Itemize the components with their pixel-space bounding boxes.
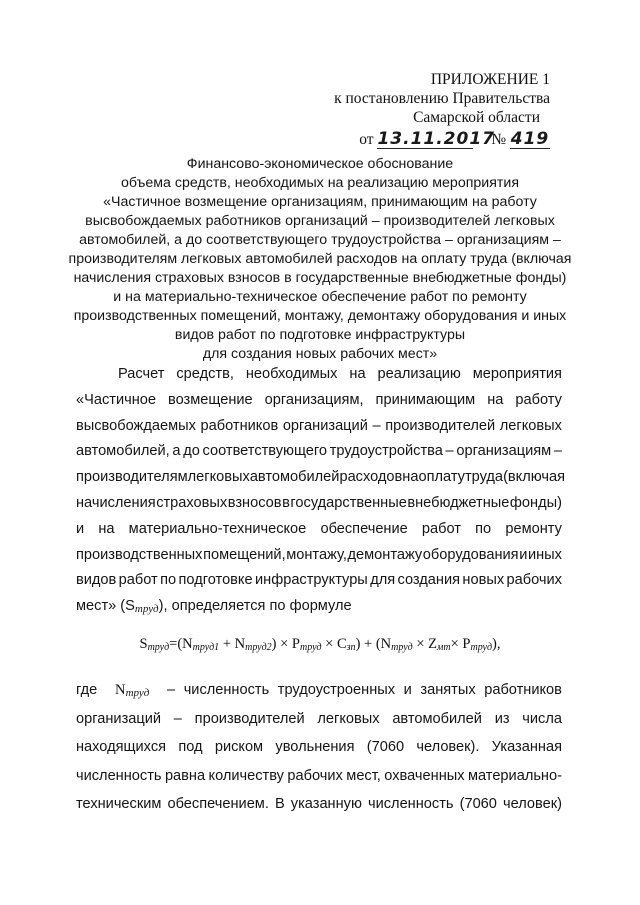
word: автомобилей bbox=[249, 469, 340, 486]
paragraph-line bbox=[76, 568, 562, 594]
formula-subscript: зп bbox=[346, 642, 356, 653]
formula-part: ) × P bbox=[271, 636, 300, 652]
word: на bbox=[487, 391, 504, 408]
word: численность bbox=[76, 767, 162, 784]
word: помещений, bbox=[203, 546, 286, 563]
word: автомобилей, bbox=[76, 443, 170, 460]
handwritten-date: 13.11.2017 bbox=[377, 129, 495, 149]
word: охваченных bbox=[384, 767, 465, 784]
formula-part: × Z bbox=[412, 636, 437, 652]
word: труда bbox=[464, 469, 504, 486]
word: оборудования bbox=[422, 546, 519, 563]
word: на bbox=[349, 366, 366, 382]
title-line: объема средств, необходимых на реализацию мероприятия bbox=[121, 175, 519, 191]
word: организаций bbox=[282, 417, 368, 434]
definitions-paragraph bbox=[76, 676, 562, 819]
word: (включая bbox=[503, 469, 565, 486]
word: и bbox=[76, 520, 85, 537]
paragraph-text: мест» (S bbox=[76, 598, 135, 615]
word: а bbox=[172, 443, 181, 460]
word: работу bbox=[515, 391, 562, 408]
word: по bbox=[475, 520, 492, 537]
formula-part: S bbox=[139, 636, 148, 652]
word: Расчет bbox=[118, 366, 165, 382]
paragraph-line bbox=[76, 543, 562, 569]
document-title bbox=[60, 155, 580, 364]
variable-symbol: N bbox=[115, 682, 126, 698]
definition-line bbox=[76, 790, 562, 819]
word: автомобилей bbox=[392, 710, 482, 727]
variable-subscript: труд bbox=[125, 687, 150, 699]
word: соответствующего bbox=[202, 443, 328, 460]
word: под bbox=[178, 739, 203, 755]
title-line: высвобождаемых работников организаций – производителей легковых bbox=[85, 213, 555, 229]
word: организаций bbox=[76, 710, 162, 727]
word: высвобождаемых bbox=[76, 417, 196, 434]
definition-line-first bbox=[76, 676, 562, 705]
word: находящихся bbox=[76, 739, 167, 755]
word: средств, bbox=[176, 366, 234, 382]
where-word: где bbox=[76, 682, 98, 698]
word: работников bbox=[484, 682, 562, 698]
annex-number-label: № bbox=[491, 131, 507, 148]
word: новых bbox=[462, 572, 505, 589]
word: «Частичное bbox=[76, 391, 156, 408]
word: Указанная bbox=[491, 739, 562, 755]
word: подготовке bbox=[178, 572, 253, 589]
word: монтажу, bbox=[286, 546, 347, 563]
word: из bbox=[494, 710, 510, 727]
formula-subscript: труд bbox=[299, 642, 322, 653]
word: В bbox=[274, 796, 285, 812]
word: техническим bbox=[76, 796, 162, 812]
subscript: труд bbox=[134, 603, 159, 616]
title-line: «Частичное возмещение организациям, принимающим на работу bbox=[103, 194, 537, 210]
paragraph-line bbox=[76, 388, 562, 414]
word: числа bbox=[522, 710, 562, 727]
handwritten-number: 419 bbox=[510, 129, 550, 149]
word: расходов bbox=[339, 469, 403, 486]
word: на bbox=[402, 469, 419, 486]
title-line: начисления страховых взносов в государственные внебюджетные фонды) bbox=[73, 270, 567, 286]
word: организациям bbox=[456, 443, 552, 460]
formula-subscript: труд2 bbox=[245, 642, 272, 653]
word: обеспечение bbox=[320, 520, 408, 537]
annex-from-label: от bbox=[359, 131, 374, 148]
formula-subscript: труд bbox=[391, 642, 413, 653]
word: оплату bbox=[418, 469, 465, 486]
paragraph-line bbox=[76, 517, 562, 543]
word: страховых bbox=[156, 494, 228, 511]
word: материально- bbox=[467, 767, 562, 784]
word: производителей bbox=[385, 417, 496, 434]
paragraph-line bbox=[118, 362, 562, 388]
word: мест, bbox=[346, 767, 381, 784]
formula-subscript: мт bbox=[436, 642, 451, 653]
word: (7060 bbox=[366, 739, 405, 755]
word: иных bbox=[527, 546, 562, 563]
word: принимающим bbox=[375, 391, 476, 408]
formula-subscript: труд bbox=[470, 642, 493, 653]
word: – bbox=[173, 710, 182, 727]
word: (7060 bbox=[459, 796, 497, 812]
word: увольнения bbox=[275, 739, 355, 755]
paragraph-line bbox=[76, 491, 562, 517]
word: инфраструктуры bbox=[254, 572, 368, 589]
word: риском bbox=[214, 739, 264, 755]
word: возмещение bbox=[168, 391, 253, 408]
formula-subscript: труд bbox=[147, 642, 170, 653]
formula-part: ) + (N bbox=[355, 636, 392, 652]
formula-part: + N bbox=[219, 636, 246, 652]
paragraph-last-line bbox=[76, 594, 562, 620]
word: работ bbox=[118, 572, 158, 589]
word: фонды) bbox=[509, 494, 562, 511]
word: равна bbox=[164, 767, 206, 784]
definition-rest bbox=[167, 676, 562, 705]
paragraph-line bbox=[76, 414, 562, 440]
word: легковых bbox=[499, 417, 562, 434]
word: – bbox=[372, 417, 381, 434]
variable-n-trud bbox=[115, 676, 149, 705]
word: человек) bbox=[503, 796, 562, 812]
formula-part: =(N bbox=[169, 636, 193, 652]
word: реализацию bbox=[377, 366, 461, 382]
formula-part: ), bbox=[492, 636, 501, 652]
word: производителям bbox=[76, 469, 188, 486]
formula-part: × C bbox=[321, 636, 347, 652]
paragraph-text: ), определяется по формуле bbox=[158, 598, 352, 615]
title-line: производителям легковых автомобилей расходов на оплату труда (включая bbox=[68, 251, 572, 267]
word: – bbox=[445, 443, 454, 460]
word: по bbox=[160, 572, 177, 589]
word: организациям, bbox=[264, 391, 364, 408]
word: работников bbox=[200, 417, 279, 434]
word: работ bbox=[421, 520, 461, 537]
word: трудоустроенных bbox=[277, 682, 396, 698]
word: демонтажу bbox=[347, 546, 423, 563]
title-line: для создания новых рабочих мест» bbox=[202, 346, 438, 362]
word: до bbox=[183, 443, 200, 460]
definition-line bbox=[76, 762, 562, 791]
word: трудоустройства bbox=[329, 443, 443, 460]
word: начисления bbox=[76, 494, 156, 511]
word: количеству bbox=[208, 767, 284, 784]
title-line: и на материально-техническое обеспечение работ по ремонту bbox=[113, 289, 527, 305]
word: рабочих bbox=[287, 767, 343, 784]
word: рабочих bbox=[506, 572, 562, 589]
word: необходимых bbox=[245, 366, 338, 382]
title-line: производственных помещений, монтажу, демонтажу оборудования и иных bbox=[73, 308, 567, 324]
word: на bbox=[98, 520, 115, 537]
word: указанную bbox=[290, 796, 362, 812]
word: мероприятия bbox=[472, 366, 562, 382]
word: для bbox=[370, 572, 396, 589]
word: ремонту bbox=[505, 520, 562, 537]
word: в bbox=[282, 494, 290, 511]
annex-resolution-line: к постановлению Правительства bbox=[334, 90, 550, 107]
word: создания bbox=[397, 572, 461, 589]
word: легковых bbox=[317, 710, 380, 727]
word: – bbox=[553, 443, 562, 460]
annex-region-line: Самарской области bbox=[413, 109, 540, 126]
formula bbox=[0, 636, 640, 653]
word: видов bbox=[76, 572, 117, 589]
title-line: Финансово-экономическое обоснование bbox=[186, 156, 454, 172]
word: человек). bbox=[416, 739, 480, 755]
formula-part: × P bbox=[450, 636, 471, 652]
word: материально-техническое bbox=[128, 520, 307, 537]
word: внебюджетные bbox=[407, 494, 510, 511]
title-line: видов работ по подготовке инфраструктуры bbox=[174, 327, 466, 343]
formula-subscript: труд1 bbox=[192, 642, 220, 653]
word: численность bbox=[368, 796, 454, 812]
calculation-paragraph bbox=[76, 362, 565, 620]
word: – bbox=[166, 682, 176, 698]
word: легковых bbox=[187, 469, 250, 486]
annex-header bbox=[334, 70, 550, 149]
word: взносов bbox=[227, 494, 282, 511]
word: обеспечением. bbox=[167, 796, 269, 812]
word: производственных bbox=[76, 546, 203, 563]
paragraph-line bbox=[76, 465, 565, 491]
word: государственные bbox=[290, 494, 407, 511]
word: и bbox=[403, 682, 412, 698]
word: занятых bbox=[420, 682, 476, 698]
definition-line bbox=[76, 705, 562, 734]
definition-line bbox=[76, 733, 562, 762]
word: и bbox=[519, 546, 528, 563]
paragraph-line bbox=[76, 439, 562, 465]
word: производителей bbox=[194, 710, 305, 727]
word: численность bbox=[183, 682, 270, 698]
annex-date-number-line bbox=[334, 130, 550, 149]
annex-title: ПРИЛОЖЕНИЕ 1 bbox=[430, 71, 550, 88]
title-line: автомобилей, а до соответствующего трудоустройства – организациям – bbox=[79, 232, 561, 248]
